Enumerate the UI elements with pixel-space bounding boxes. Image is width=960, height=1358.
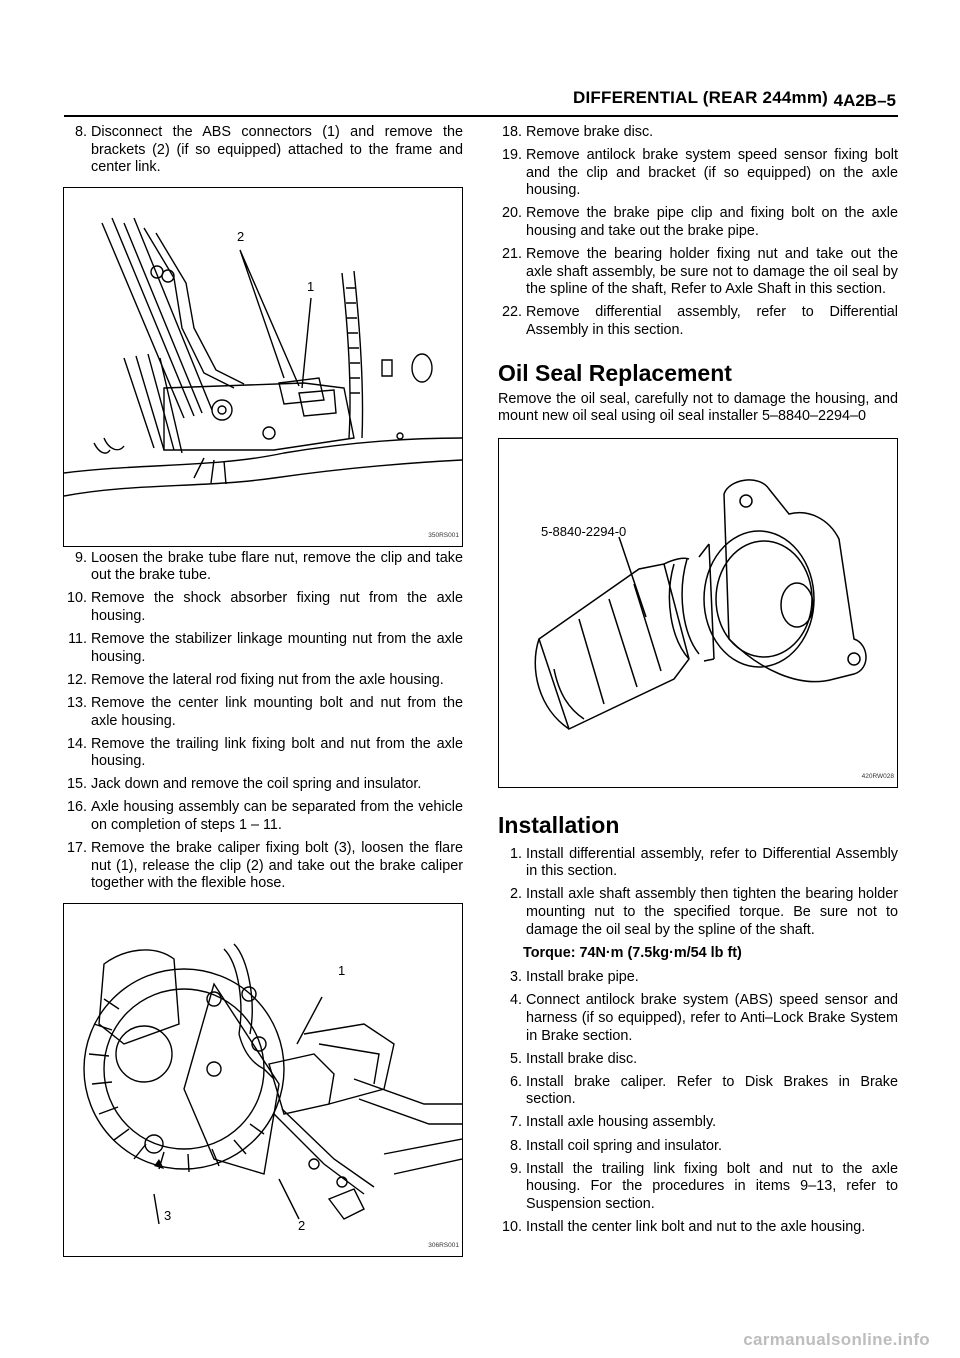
step-item xyxy=(498,886,898,939)
step-number: 14. xyxy=(66,735,87,752)
step-item xyxy=(63,124,463,177)
step-number: 21. xyxy=(501,246,522,263)
step-text: Install brake pipe. xyxy=(526,969,639,986)
step-number: 10. xyxy=(66,590,87,607)
step-number: 10. xyxy=(501,1218,522,1235)
step-number: 3. xyxy=(509,969,522,986)
step-item xyxy=(498,1114,898,1132)
callout-3: 3 xyxy=(164,1207,172,1223)
step-text: Loosen the brake tube flare nut, remove the clip and take out the brake tube. xyxy=(91,549,463,584)
step-number: 15. xyxy=(66,776,87,793)
step-text: Install axle shaft assembly then tighten the bearing holder mounting nut to the specified torque. Be sure not to damage the oil seal by the spline of the shaft. xyxy=(526,886,898,938)
section-heading: Oil Seal Replacement xyxy=(498,359,732,386)
step-number: 4. xyxy=(509,992,522,1009)
step-item xyxy=(498,124,898,142)
step-text: Remove the lateral rod fixing nut from the axle housing. xyxy=(91,671,444,688)
step-number: 13. xyxy=(66,694,87,711)
step-item xyxy=(63,672,463,690)
step-number: 22. xyxy=(501,304,522,321)
step-number: 7. xyxy=(509,1114,522,1131)
callout-2: 2 xyxy=(298,1217,306,1233)
right-column xyxy=(498,124,898,1242)
step-item xyxy=(498,1138,898,1156)
abs-connector-illustration xyxy=(64,188,462,546)
step-text: Remove brake disc. xyxy=(526,124,654,140)
step-item xyxy=(498,1161,898,1214)
step-number: 17. xyxy=(66,840,87,857)
step-text: Install the trailing link fixing bolt and nut to the axle housing. For the procedures in items 9–13, refer to Suspension section. xyxy=(526,1160,898,1212)
callout-1: 1 xyxy=(338,962,346,978)
step-text: Remove the stabilizer linkage mounting nut from the axle housing. xyxy=(91,631,463,665)
step-text: Install coil spring and insulator. xyxy=(526,1137,722,1154)
oil-seal-installer-illustration xyxy=(499,439,897,787)
page-header-title: DIFFERENTIAL (REAR 244mm) xyxy=(573,88,828,107)
callout-1: 1 xyxy=(307,278,315,294)
step-number: 6. xyxy=(509,1073,522,1090)
step-item xyxy=(498,205,898,240)
step-item xyxy=(63,631,463,666)
step-text: Axle housing assembly can be separated from the vehicle on completion of steps 1 – 11. xyxy=(91,799,463,833)
step-number: 8. xyxy=(74,124,87,140)
torque-spec: Torque: 74N·m (7.5kg·m/54 lb ft) xyxy=(523,944,742,961)
step-number: 1. xyxy=(509,845,522,862)
figure-abs-connectors xyxy=(63,187,463,547)
header-rule xyxy=(64,115,898,117)
step-number: 11. xyxy=(68,631,87,648)
section-paragraph: Remove the oil seal, carefully not to damage the housing, and mount new oil seal using oil seal installer 5–8840–2294–0 xyxy=(498,390,898,425)
step-text: Remove the trailing link fixing bolt and nut from the axle housing. xyxy=(91,735,463,770)
section-heading: Installation xyxy=(498,811,620,838)
figure-code: 420RW028 xyxy=(861,773,894,781)
step-item xyxy=(498,846,898,881)
step-item xyxy=(498,246,898,299)
step-item xyxy=(63,695,463,730)
step-item xyxy=(63,776,463,794)
step-text: Install axle housing assembly. xyxy=(526,1114,717,1131)
figure-code: 306RS001 xyxy=(428,1242,459,1250)
left-column xyxy=(63,124,463,1257)
step-item xyxy=(498,304,898,339)
brake-caliper-illustration xyxy=(64,904,462,1256)
step-item xyxy=(498,1074,898,1109)
step-text: Remove the brake caliper fixing bolt (3), loosen the flare nut (1), release the clip (2) and take out the brake caliper together with the flexible hose. xyxy=(91,840,463,892)
step-text: Connect antilock brake system (ABS) speed sensor and harness (if so equipped), refer to Anti–Lock Brake System in Brake section. xyxy=(526,992,898,1044)
callout-2: 2 xyxy=(237,228,245,244)
step-item xyxy=(498,1219,898,1237)
step-text: Remove the bearing holder fixing nut and take out the axle shaft assembly, be sure not to damage the oil seal by the spline of the shaft, Refer to Axle Shaft in this section. xyxy=(526,246,898,298)
step-text: Remove differential assembly, refer to Differential Assembly in this section. xyxy=(526,304,898,338)
step-item xyxy=(63,550,463,585)
step-item xyxy=(63,799,463,834)
step-text: Install differential assembly, refer to Differential Assembly in this section. xyxy=(526,845,898,880)
step-item xyxy=(498,969,898,987)
step-number: 9. xyxy=(509,1160,522,1177)
footer-watermark: carmanualsonline.info xyxy=(743,1330,930,1349)
step-item xyxy=(498,147,898,200)
step-number: 16. xyxy=(66,799,87,816)
step-text: Install brake disc. xyxy=(526,1050,638,1067)
step-item xyxy=(63,590,463,625)
step-number: 18. xyxy=(501,124,522,140)
step-text: Jack down and remove the coil spring and insulator. xyxy=(91,776,422,793)
figure-oil-seal-installer xyxy=(498,438,898,788)
step-text: Install brake caliper. Refer to Disk Brakes in Brake section. xyxy=(526,1073,898,1108)
step-item xyxy=(498,1051,898,1069)
step-number: 5. xyxy=(509,1050,522,1067)
step-text: Remove antilock brake system speed sensor fixing bolt and the clip and bracket (if so equipped) on the axle housing. xyxy=(526,147,898,199)
step-text: Remove the center link mounting bolt and nut from the axle housing. xyxy=(91,694,463,729)
page-number: 4A2B–5 xyxy=(833,91,896,110)
step-text: Disconnect the ABS connectors (1) and remove the brackets (2) (if so equipped) attached to the frame and center link. xyxy=(91,124,463,176)
step-item xyxy=(63,840,463,893)
figure-brake-caliper xyxy=(63,903,463,1257)
step-number: 8. xyxy=(509,1137,522,1154)
step-item xyxy=(63,736,463,771)
step-number: 12. xyxy=(66,671,87,688)
step-text: Install the center link bolt and nut to the axle housing. xyxy=(526,1218,866,1235)
step-number: 9. xyxy=(74,549,87,566)
step-item xyxy=(498,992,898,1045)
step-text: Remove the shock absorber fixing nut from the axle housing. xyxy=(91,590,463,625)
figure-code: 350RS001 xyxy=(428,532,459,540)
step-number: 19. xyxy=(501,147,522,164)
step-number: 20. xyxy=(501,205,522,222)
tool-label: 5-8840-2294-0 xyxy=(541,523,627,539)
step-number: 2. xyxy=(509,886,522,903)
step-text: Remove the brake pipe clip and fixing bolt on the axle housing and take out the brake pipe. xyxy=(526,205,898,239)
